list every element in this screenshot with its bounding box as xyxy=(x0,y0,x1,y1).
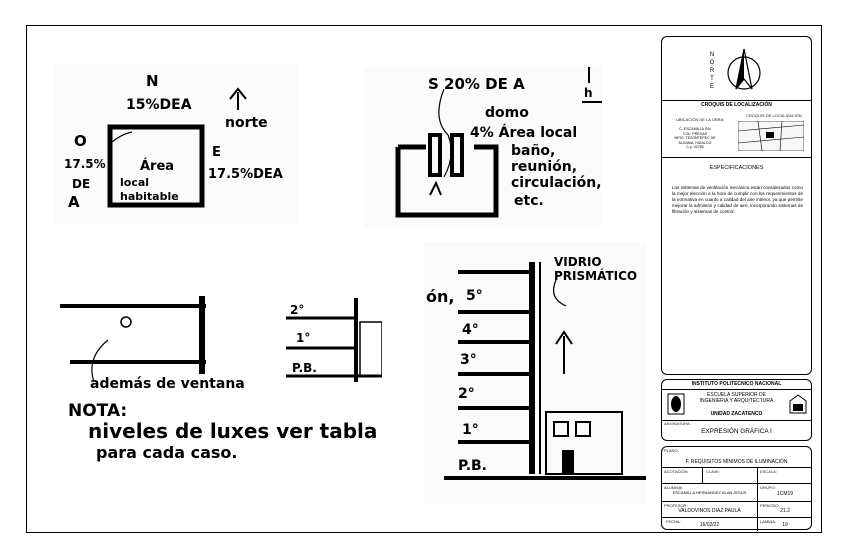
circulacion-label: circulación, xyxy=(511,175,602,191)
north-percentage: 15%DEA xyxy=(126,97,192,113)
location-map xyxy=(738,121,804,151)
pb-label: P.B. xyxy=(292,361,317,375)
fecha-value: 16/02/22 xyxy=(699,522,720,528)
profesor-value: VALDOVINOS DIAZ PAULA xyxy=(678,508,741,514)
nota-label: NOTA: xyxy=(68,401,128,421)
area-local-label: 4% Área local xyxy=(470,125,578,141)
prismatico-label: PRISMÁTICO xyxy=(554,269,638,283)
sketch-dome xyxy=(364,67,602,227)
orientation-drawing xyxy=(54,64,298,224)
cut-text: ón, xyxy=(426,287,455,306)
floor-3-label: 3° xyxy=(460,352,477,368)
grupo-value: 1CM19 xyxy=(776,491,794,497)
title-block-upper xyxy=(661,36,812,375)
note-drawing xyxy=(60,292,382,462)
lamina-value: 19 xyxy=(782,522,788,528)
especificaciones-text: Los sistemas de ventilación mecánica están considerados como la mejor elección a la hora de cumplir con los requerimientos de la normativa en cuanto a calidad del aire interior, ya que permite mejorar la admisión y calidad de aire, incorporando sistemas de filtración y sistemas de control. xyxy=(672,185,803,214)
area-label: Área xyxy=(140,159,175,174)
sketch-building xyxy=(424,242,646,504)
dome-drawing xyxy=(364,67,602,227)
dome-percentage: S 20% DE A xyxy=(428,75,525,93)
local-label: local xyxy=(120,176,150,189)
clave-label: CLAVE: xyxy=(706,469,720,474)
habitable-label: habitable xyxy=(120,190,179,203)
floor-1-label: 1° xyxy=(462,422,479,438)
north-letters: N O R T E xyxy=(709,52,715,90)
floor-1-label: 1° xyxy=(296,331,311,345)
h-label: h xyxy=(584,86,593,100)
reunion-label: reunión, xyxy=(511,159,578,175)
west-a: A xyxy=(68,193,80,211)
niveles-label: niveles de luxes ver tabla xyxy=(88,419,378,443)
east-letter: E xyxy=(212,145,221,160)
floor-2-label: 2° xyxy=(458,386,475,402)
grupo-label: GRUPO: xyxy=(760,485,776,490)
asignatura-value: EXPRESIÓN GRÁFICA I xyxy=(701,428,772,435)
pb-label: P.B. xyxy=(458,458,487,474)
north-panel xyxy=(662,37,811,100)
lamina-label: LAMINA: xyxy=(760,519,777,524)
institute-label: INSTITUTO POLITECNICO NACIONAL xyxy=(691,381,782,387)
especificaciones-title: ESPECIFICACIONES xyxy=(709,165,764,171)
ubicacion-label: UBICACIÓN DE LA OBRA: xyxy=(676,117,725,122)
croquis-small-label: CROQUIS DE LOCALIZACIÓN xyxy=(746,113,802,118)
unit-label: UNIDAD ZACATENCO xyxy=(710,411,763,417)
norte-label: norte xyxy=(225,115,268,131)
ubicacion-lines: C. ESCAMILLA S/N COL. PRESAS MPIO. TEZONTEPEC DE ALDAMA, HIDALGO C.p. 42780 xyxy=(674,127,716,150)
vidrio-label: VIDRIO xyxy=(554,255,602,269)
bano-label: baño, xyxy=(511,143,556,159)
floor-4-label: 4° xyxy=(462,322,479,338)
plano-label: PLANO: xyxy=(664,448,679,453)
periodo-value: 21.2 xyxy=(780,508,790,514)
building-drawing xyxy=(424,242,646,504)
asignatura-label: ASIGNATURA: xyxy=(664,421,691,426)
sketch-orientation xyxy=(54,64,298,224)
croquis-title: CROQUIS DE LOCALIZACIÓN xyxy=(701,102,772,108)
sketch-note xyxy=(60,292,382,462)
acotacion-label: ACOTACIÓN: xyxy=(664,469,689,474)
east-percentage: 17.5%DEA xyxy=(208,167,283,182)
alumno-value: ESCAMILLA HERNANDEZ ALAN JESUS xyxy=(672,490,747,495)
etc-label: etc. xyxy=(514,193,544,209)
north-arrow-icon xyxy=(724,47,764,95)
title-block-institution xyxy=(661,379,812,441)
west-de: DE xyxy=(72,177,91,191)
escala-label: ESCALA: xyxy=(760,469,777,474)
north-letter: N xyxy=(146,72,159,90)
west-percentage: 17.5% xyxy=(64,157,106,171)
plano-value: F. REQUISITOS MÍNIMOS DE ILUMINACIÓN xyxy=(685,459,788,465)
west-letter: O xyxy=(74,132,87,150)
profesor-label: PROFESOR: xyxy=(664,503,688,508)
title-block-plan xyxy=(661,446,812,530)
school-line-1: ESCUELA SUPERIOR DE xyxy=(707,392,766,398)
para-label: para cada caso. xyxy=(96,443,238,462)
fecha-label: FECHA: xyxy=(666,519,681,524)
ademas-label: además de ventana xyxy=(90,376,245,392)
periodo-label: PERIODO: xyxy=(760,503,780,508)
school-line-2: INGENIERIA Y ARQUITECTURA xyxy=(699,398,774,404)
floor-2-label: 2° xyxy=(290,303,305,317)
alumno-label: ALUMN@: xyxy=(664,485,684,490)
floor-5-label: 5° xyxy=(466,288,483,304)
domo-label: domo xyxy=(485,105,529,121)
